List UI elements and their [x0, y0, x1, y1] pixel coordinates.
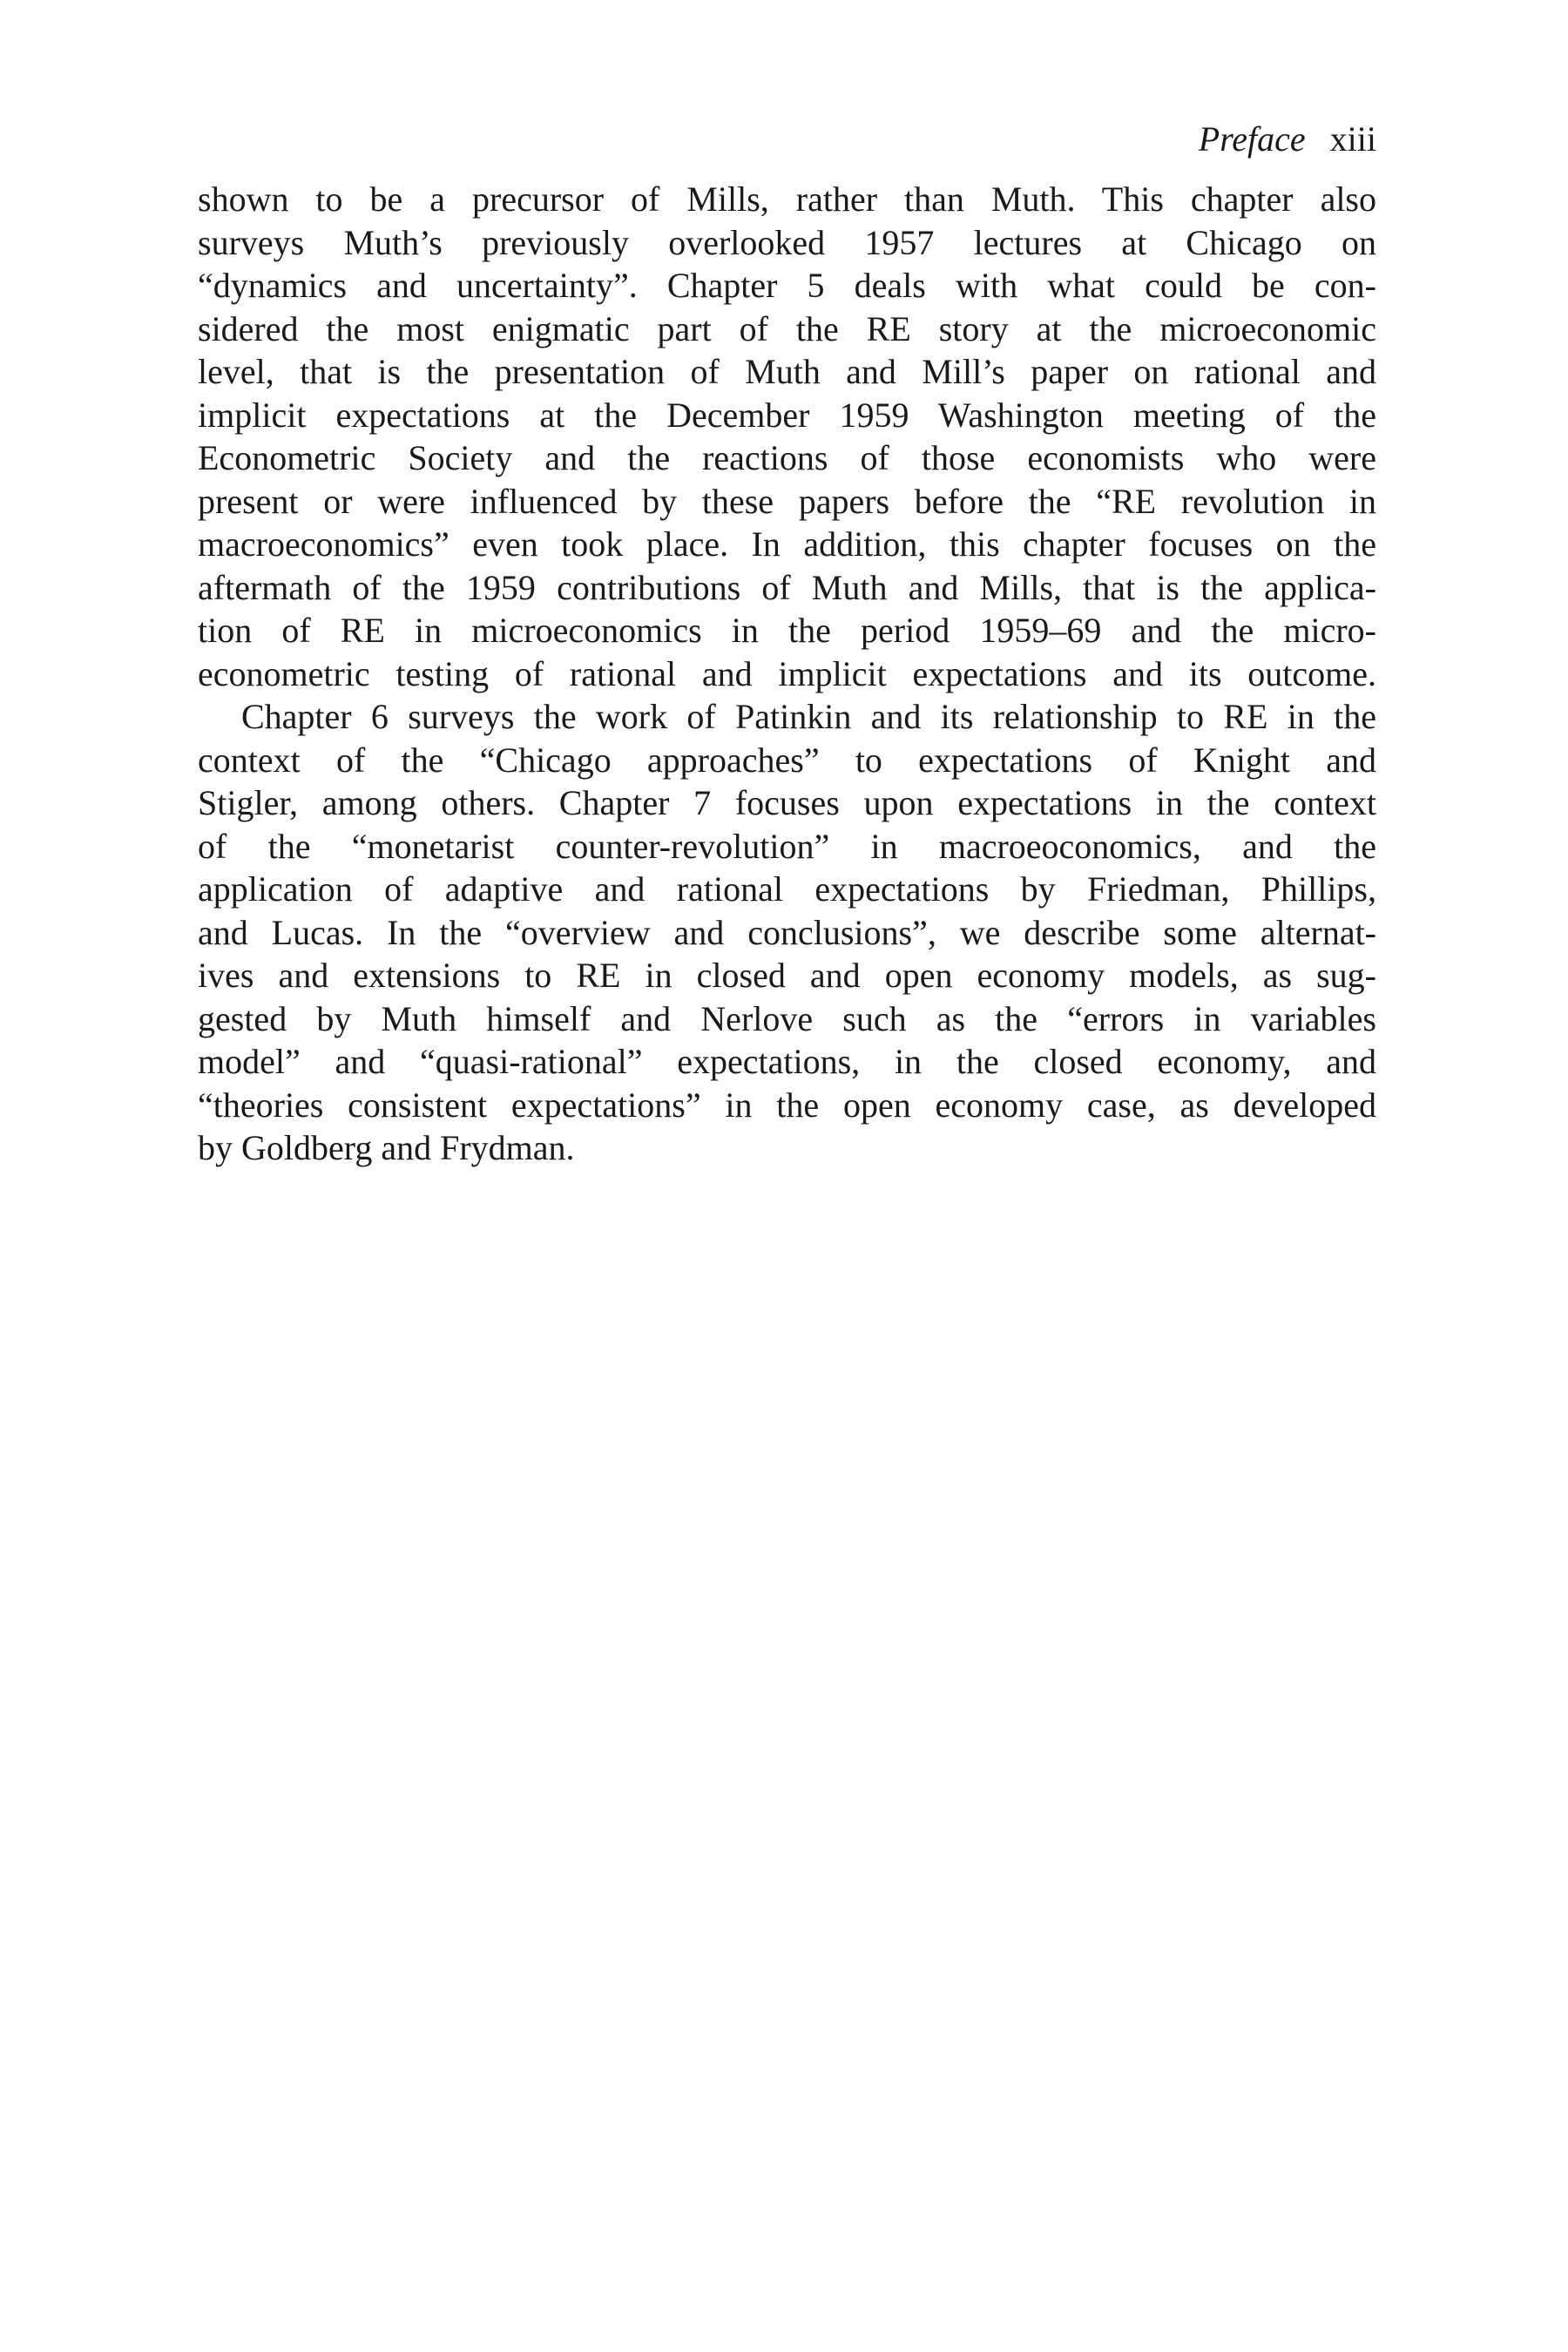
- text-line: gested by Muth himself and Nerlove such as the “errors in variables: [198, 998, 1376, 1038]
- text-line: Chapter 6 surveys the work of Patinkin and its relationship to RE in the: [241, 697, 1376, 736]
- text-line: Stigler, among others. Chapter 7 focuses upon expectations in the context: [198, 783, 1376, 822]
- text-line: sidered the most enigmatic part of the RE story at the microeconomic: [198, 308, 1376, 348]
- text-line: model” and “quasi-rational” expectations, in the closed economy, and: [198, 1042, 1376, 1081]
- text-line: aftermath of the 1959 contributions of Muth and Mills, that is the applica-: [198, 567, 1376, 607]
- text-line: ives and extensions to RE in closed and open economy models, as sug-: [198, 956, 1376, 995]
- text-line: econometric testing of rational and implicit expectations and its outcome.: [198, 653, 1376, 693]
- page-number: xiii: [1329, 119, 1376, 159]
- text-line: macroeconomics” even took place. In addition, this chapter focuses on the: [198, 524, 1376, 564]
- text-line: shown to be a precursor of Mills, rather than Muth. This chapter also: [198, 179, 1376, 219]
- text-line: Econometric Society and the reactions of those economists who were: [198, 438, 1376, 477]
- page-header: [198, 113, 1376, 166]
- text-line: of the “monetarist counter-revolution” in macroeoconomics, and the: [198, 826, 1376, 866]
- paragraph-1: [198, 178, 1376, 695]
- text-line: implicit expectations at the December 1959 Washington meeting of the: [198, 395, 1376, 435]
- text-line: tion of RE in microeconomics in the period 1959–69 and the micro-: [198, 611, 1376, 650]
- text-line: and Lucas. In the “overview and conclusions”, we describe some alternat-: [198, 912, 1376, 952]
- text-line: “theories consistent expectations” in the open economy case, as developed: [198, 1085, 1376, 1125]
- text-line: application of adaptive and rational expectations by Friedman, Phillips,: [198, 869, 1376, 909]
- text-line: by Goldberg and Frydman.: [198, 1128, 575, 1167]
- paragraph-2: [198, 695, 1376, 1170]
- text-line: level, that is the presentation of Muth and Mill’s paper on rational and: [198, 352, 1376, 391]
- text-line: present or were influenced by these papers before the “RE revolution in: [198, 481, 1376, 521]
- body-text: [198, 178, 1376, 1170]
- text-line: surveys Muth’s previously overlooked 1957 lectures at Chicago on: [198, 222, 1376, 262]
- text-line: “dynamics and uncertainty”. Chapter 5 deals with what could be con-: [198, 266, 1376, 305]
- text-line: context of the “Chicago approaches” to expectations of Knight and: [198, 740, 1376, 780]
- running-title: Preface: [1198, 119, 1306, 159]
